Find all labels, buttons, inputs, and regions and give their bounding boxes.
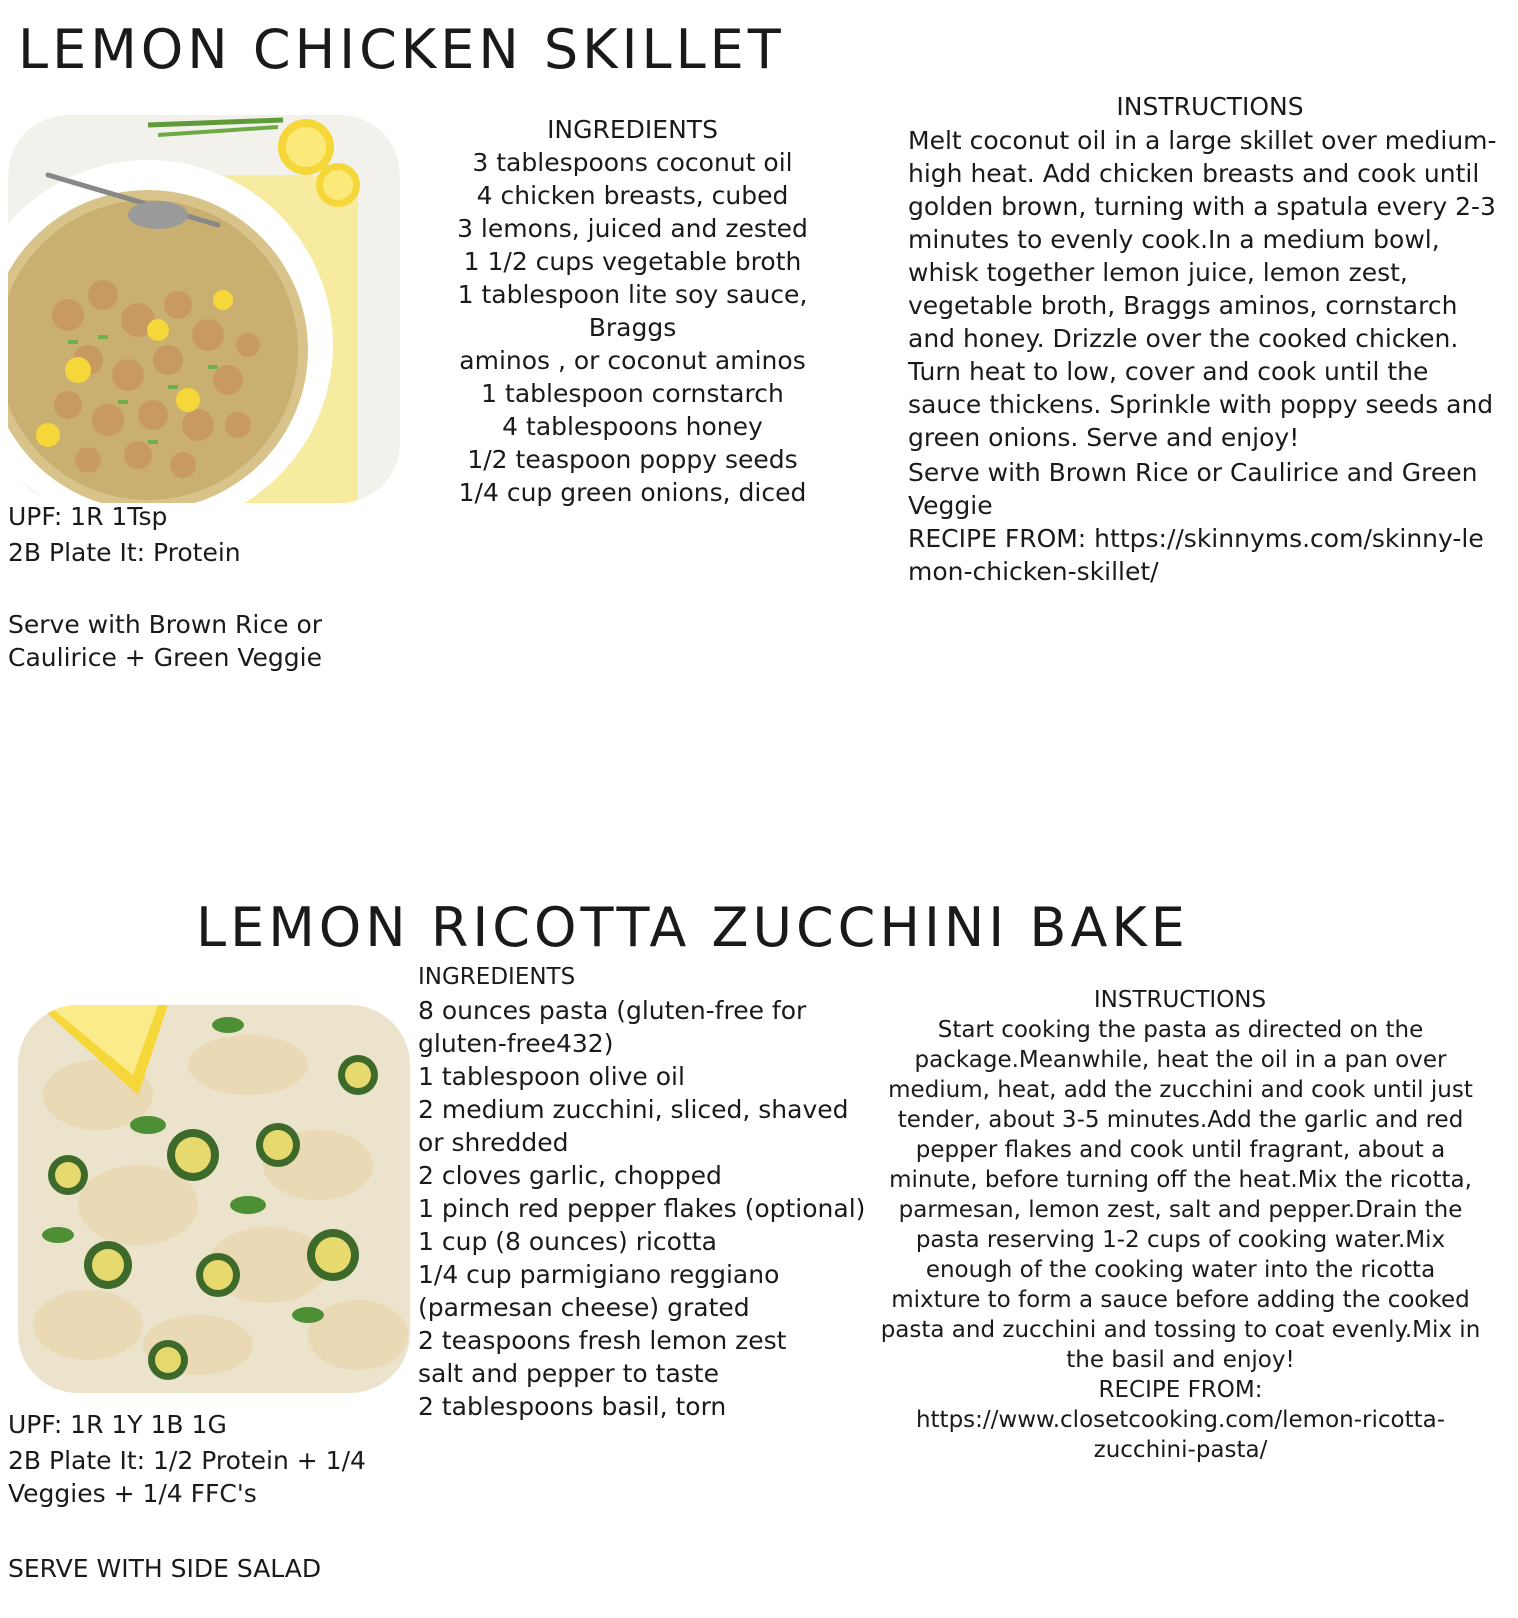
recipe2-title: LEMON RICOTTA ZUCCHINI BAKE (196, 896, 1189, 959)
ingredient-item: 2 cloves garlic, chopped (418, 1161, 722, 1190)
ingredient-item: 4 chicken breasts, cubed (476, 181, 789, 210)
ingredient-item: 1 1/2 cups vegetable broth (463, 247, 802, 276)
recipe1-ingredients-list (420, 146, 845, 509)
lemon-chicken-image (8, 115, 400, 503)
ingredient-item: salt and pepper to taste (418, 1359, 719, 1388)
recipe2-instructions-heading: INSTRUCTIONS (1093, 987, 1267, 1013)
recipe2-ingredients-list (418, 994, 870, 1423)
ingredient-item: 1/2 teaspoon poppy seeds (467, 445, 798, 474)
ingredient-item: 1/4 cup parmigiano reggiano (parmesan cheese) grated (418, 1260, 780, 1322)
recipe2-upf: UPF: 1R 1Y 1B 1G (8, 1410, 227, 1439)
ingredient-item: 1 tablespoon olive oil (418, 1062, 685, 1091)
recipe1-upf: UPF: 1R 1Tsp (8, 502, 168, 531)
recipe1-instructions: Melt coconut oil in a large skillet over medium-high heat. Add chicken breasts and cook until golden brown, turning with a spatula every 2-3 minutes to evenly cook.In a medium bowl, whisk together lemon juice, lemon zest, vegetable broth, Braggs aminos, cornstarch and honey. Drizzle over the cooked chicken. Turn heat to low, cover and cook until the sauce thickens. Sprinkle with poppy seeds and green onions. Serve and enjoy! (908, 126, 1497, 452)
recipe1-plate-it: 2B Plate It: Protein (8, 538, 241, 567)
zucchini-pasta-image (18, 1005, 410, 1393)
recipe2-ingredients-heading: INGREDIENTS (418, 964, 576, 990)
ingredient-item: 1 pinch red pepper flakes (optional) (418, 1194, 866, 1223)
ingredient-item: 4 tablespoons honey (502, 412, 763, 441)
recipe2-serve-with: SERVE WITH SIDE SALAD (8, 1554, 322, 1583)
recipe2-plate-it: 2B Plate It: 1/2 Protein + 1/4 Veggies + 1/4 FFC's (8, 1446, 366, 1508)
ingredient-item: 2 tablespoons basil, torn (418, 1392, 727, 1421)
ingredient-item: 1 tablespoon lite soy sauce, Braggs (457, 280, 808, 342)
ingredient-item: aminos , or coconut aminos (459, 346, 806, 375)
ingredient-item: 3 lemons, juiced and zested (457, 214, 808, 243)
recipe2-photo (18, 1005, 410, 1393)
recipe1-source: RECIPE FROM: https://skinnyms.com/skinny-lemon-chicken-skillet/ (908, 524, 1484, 586)
ingredient-item: 1 tablespoon cornstarch (481, 379, 784, 408)
recipe2-source: RECIPE FROM: https://www.closetcooking.com/lemon-ricotta-zucchini-pasta/ (915, 1377, 1446, 1463)
recipe1-ingredients-heading: INGREDIENTS (547, 115, 718, 144)
recipe2-instructions: Start cooking the pasta as directed on the package.Meanwhile, heat the oil in a pan over medium, heat, add the zucchini and cook until just tender, about 3-5 minutes.Add the garlic and red pepper flakes and cook until fragrant, about a minute, before turning off the heat.Mix the ricotta, parmesan, lemon zest, salt and pepper.Drain the pasta reserving 1-2 cups of cooking water.Mix enough of the cooking water into the ricotta mixture to form a sauce before adding the cooked pasta and zucchini and tossing to coat evenly.Mix in the basil and enjoy! (880, 1017, 1481, 1373)
ingredient-item: 8 ounces pasta (gluten-free for gluten-free432) (418, 996, 807, 1058)
ingredient-item: 2 medium zucchini, sliced, shaved or shredded (418, 1095, 849, 1157)
ingredient-item: 3 tablespoons coconut oil (472, 148, 793, 177)
recipe1-title: LEMON CHICKEN SKILLET (18, 18, 785, 81)
ingredient-item: 1/4 cup green onions, diced (458, 478, 807, 507)
ingredient-item: 1 cup (8 ounces) ricotta (418, 1227, 717, 1256)
recipe1-instructions-heading: INSTRUCTIONS (1116, 92, 1304, 121)
recipe1-serve-with: Serve with Brown Rice or Caulirice + Green Veggie (8, 610, 323, 672)
recipe1-photo (8, 115, 400, 503)
ingredient-item: 2 teaspoons fresh lemon zest (418, 1326, 787, 1355)
recipe1-serve-note: Serve with Brown Rice or Caulirice and Green Veggie (908, 458, 1478, 520)
